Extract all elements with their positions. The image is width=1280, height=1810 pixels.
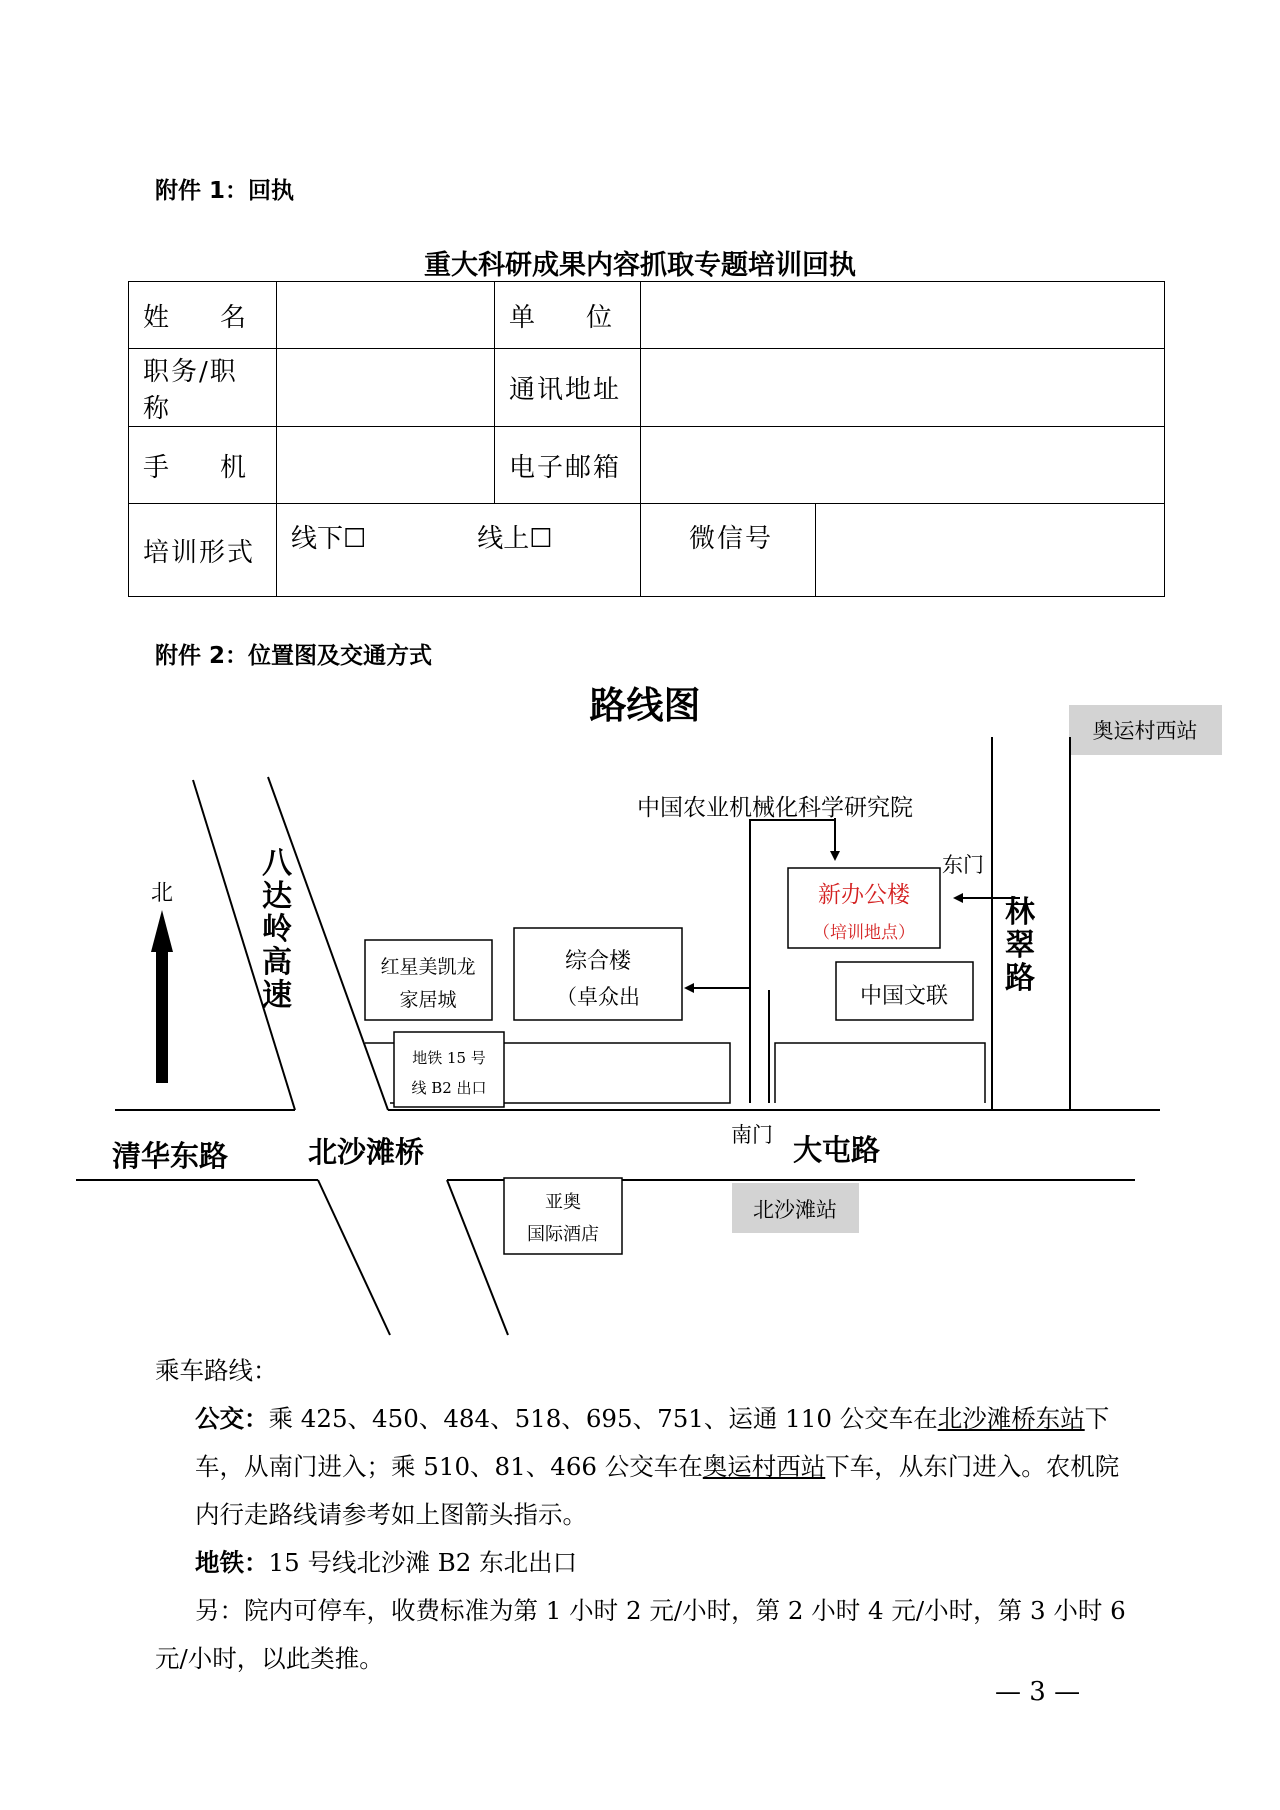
metro-label: 地铁：: [195, 1548, 269, 1577]
position-label: 职务/职称: [143, 356, 238, 424]
aoyuncun-west-station: 奥运村西站: [1092, 719, 1198, 743]
badaling-road-label: 八达岭高速: [262, 846, 292, 1013]
bus-text-3: 下车，从东门进入。农机院内行走路线请参考如上图箭头指示。: [195, 1452, 1120, 1529]
metro-exit-label-line2: 线 B2 出口: [411, 1079, 487, 1097]
north-label: 北: [150, 881, 174, 906]
attachment-2-heading: 附件 2：位置图及交通方式: [155, 643, 433, 669]
cflac-label: 中国文联: [859, 984, 949, 1009]
roadside-block-east: [775, 1043, 985, 1103]
training-location-label: （培训地点）: [813, 923, 915, 943]
new-office-label: 新办公楼: [818, 882, 910, 908]
bus-directions: [195, 1395, 1135, 1539]
unit-label: 单 位: [509, 302, 614, 333]
training-form-label: 培训形式: [143, 537, 256, 568]
redstar-label-line2: 家居城: [399, 989, 457, 1011]
badaling-road-south-left: [318, 1180, 390, 1335]
parking-info: 另：院内可停车，收费标准为第 1 小时 2 元/小时，第 2 小时 4 元/小时，第 3 小时 6 元/小时，以此类推。: [155, 1596, 1126, 1673]
campus-road-west: [750, 820, 835, 1103]
complex-building-sublabel: （卓众出: [556, 985, 640, 1009]
redstar-label-line1: 红星美凯龙: [380, 956, 476, 978]
yaao-hotel-label-line1: 亚奥: [545, 1192, 581, 1213]
wechat-label: 微信号: [689, 524, 774, 554]
institute-label: 中国农业机械化科学研究院: [637, 795, 913, 821]
email-label: 电子邮箱: [509, 452, 622, 483]
offline-checkbox[interactable]: 线下☐: [291, 524, 367, 554]
directions-intro: 乘车路线：: [155, 1356, 278, 1385]
bus-stop-aoyuncun-west: 奥运村西站: [702, 1452, 826, 1481]
complex-building-label: 综合楼: [564, 949, 632, 974]
lincui-road-label: 林翠路: [1005, 895, 1035, 996]
bus-stop-beishatan-bridge-east: 北沙滩桥东站: [937, 1404, 1085, 1433]
beishatan-bridge-label: 北沙滩桥: [308, 1135, 425, 1169]
east-gate-label: 东门: [942, 853, 984, 877]
mobile-label: 手 机: [143, 452, 248, 483]
metro-directions: [195, 1539, 577, 1587]
datun-road-label: 大屯路: [793, 1133, 881, 1167]
map-title: 路线图: [589, 683, 701, 727]
bus-text-2: 下车，从南门进入；乘 510、81、466 公交车在: [195, 1404, 1110, 1481]
south-gate-label: 南门: [731, 1123, 773, 1147]
attachment-1-heading: 附件 1：回执: [155, 178, 295, 204]
online-checkbox[interactable]: 线上☐: [477, 524, 553, 554]
form-title: 重大科研成果内容抓取专题培训回执: [424, 250, 856, 281]
qinghua-east-road-label: 清华东路: [112, 1139, 229, 1173]
yaao-hotel-label-line2: 国际酒店: [527, 1224, 599, 1245]
north-arrow-icon: [151, 910, 173, 952]
metro-text: 15 号线北沙滩 B2 东北出口: [268, 1548, 578, 1577]
name-label: 姓 名: [143, 302, 248, 333]
beishatan-station: 北沙滩站: [753, 1198, 837, 1222]
badaling-road-south-right: [447, 1180, 508, 1335]
address-label: 通讯地址: [509, 375, 622, 405]
metro-exit-label-line1: 地铁 15 号: [412, 1049, 486, 1067]
bus-label: 公交：: [195, 1404, 269, 1433]
lincui-road-gap: [1000, 1086, 1062, 1108]
bus-text-1: 乘 425、450、484、518、695、751、运通 110 公交车在: [268, 1404, 938, 1433]
page-number: — 3 —: [995, 1677, 1081, 1707]
